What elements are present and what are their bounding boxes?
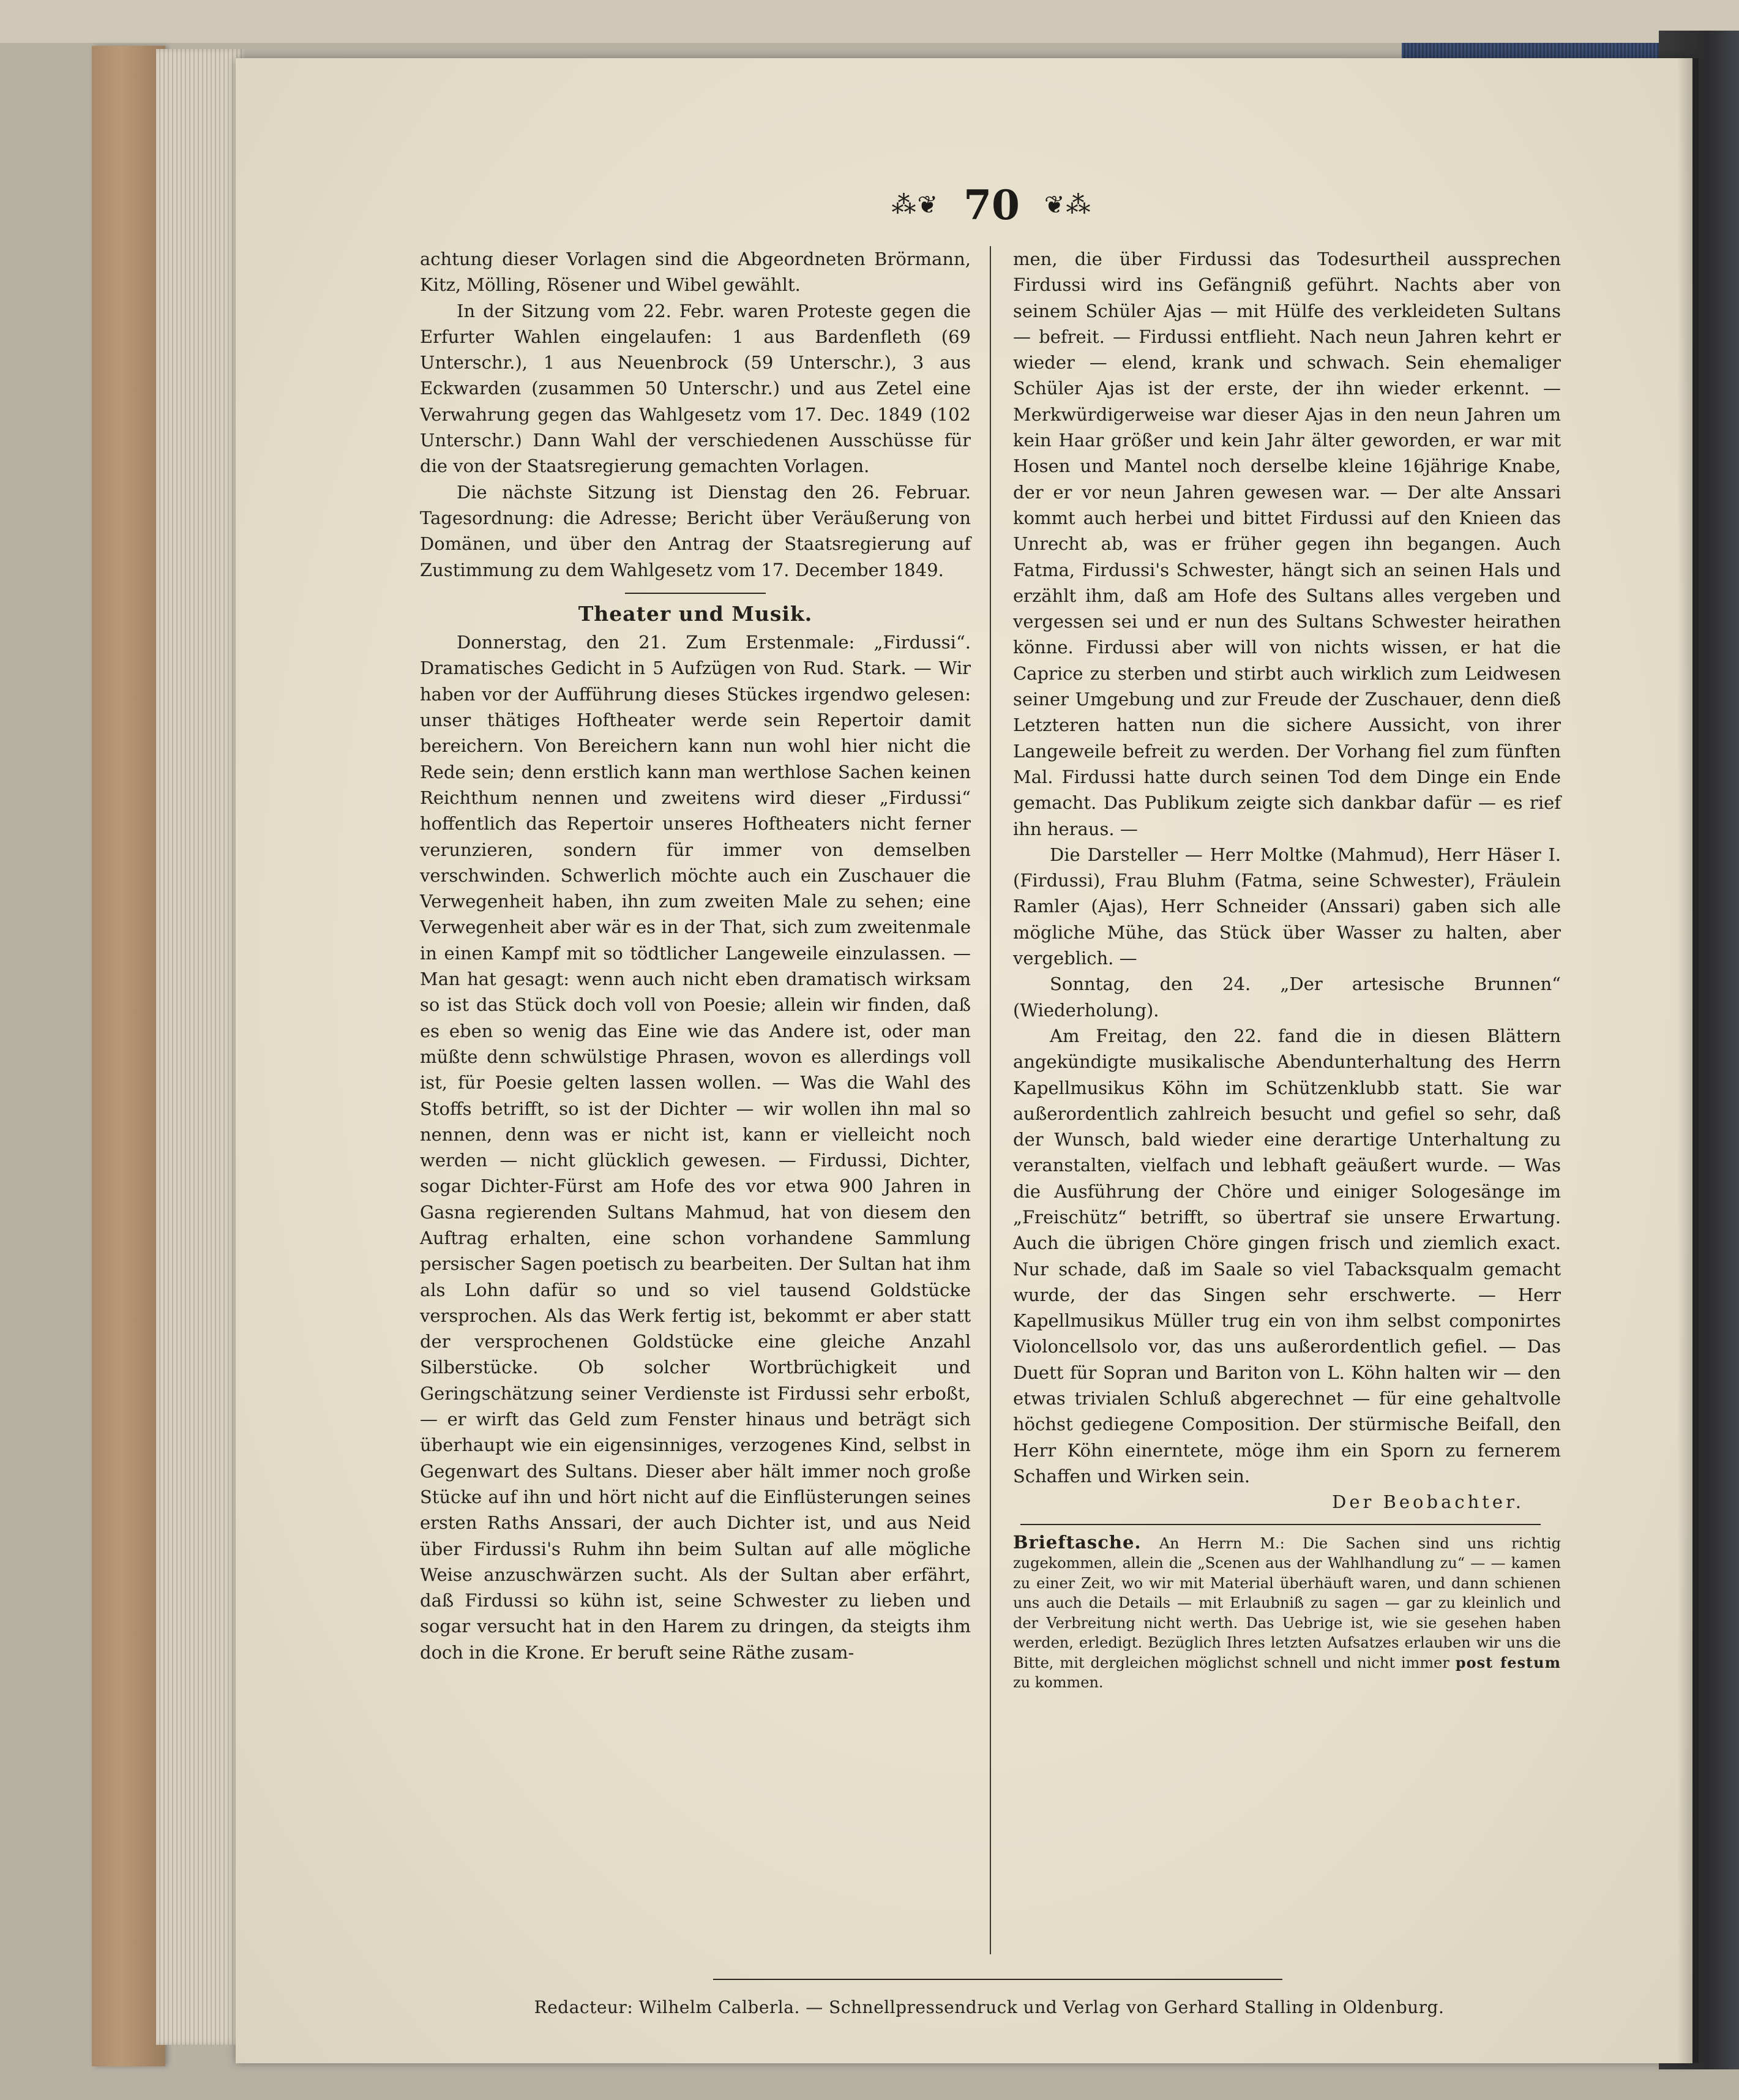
article-paragraph: Sonntag, den 24. „Der artesische Brunnen“ (Wiederholung). [1013, 973, 1561, 1021]
imprint-footer: Redacteur: Wilhelm Calberla. — Schnellpressendruck und Verlag von Gerhard Stalling in Oldenburg. [534, 1997, 1445, 2017]
article-paragraph: In der Sitzung vom 22. Febr. waren Proteste gegen die Erfurter Wahlen eingelaufen: 1 aus Bardenfleth (69 Unterschr.), 1 aus Neuenbrock (59 Unterschr.), 3 aus Eckwarden (zusammen 50 Unterschr.) und aus Zetel eine Verwahrung gegen das Wahlgesetz vom 17. Dec. 1849 (102 Unterschr.) Dann Wahl der verschiedenen Ausschüsse für die von der Staatsregierung gemachten Vorlagen. [420, 300, 971, 477]
article-signature: Der Beobachter. [1332, 1491, 1524, 1513]
article-paragraph: Die nächste Sitzung ist Dienstag den 26. Februar. Tagesordnung: die Adresse; Bericht über Veräußerung von Domänen, und über den Antrag der Staatsregierung auf Zustimmung zu dem Wahlgesetz vom 17. December 1849. [420, 481, 971, 580]
article-paragraph: Donnerstag, den 21. Zum Erstenmale: „Firdussi“. Dramatisches Gedicht in 5 Aufzügen von Rud. Stark. — Wir haben vor der Aufführung dieses Stückes irgendwo gelesen: unser thätiges Hoftheater werde sein Repertoir damit bereichern. Von Bereichern kann nun wohl hier nicht die Rede sein; denn erstlich kann man werthlose Sachen keinen Reichthum nennen und zweitens wird dieser „Firdussi“ hoffentlich das Repertoir unseres Hoftheaters nicht ferner verunzieren, sondern für immer von demselben verschwinden. Schwerlich möchte auch ein Zuschauer die Verwegenheit haben, ihn zum zweiten Male zu sehen; eine Verwegenheit aber wär es in der That, sich zum zweitenmale in einen Kampf mit so tödtlicher Langeweile einzulassen. — Man hat gesagt: wenn auch nicht eben dramatisch wirksam so ist das Stück doch voll von Poesie; allein wir finden, daß es eben so wenig das Eine wie das Andere ist, oder man müßte denn schwülstige Phrasen, wovon es allerdings voll ist, für Poesie gelten lassen wollen. — Was die Wahl des Stoffs betrifft, so ist der Dichter — wir wollen ihn mal so nennen, denn was er nicht ist, kann er vielleicht noch werden — nicht glücklich gewesen. — Firdussi, Dichter, sogar Dichter-Fürst am Hofe des vor etwa 900 Jahren in Gasna regierenden Sultans Mahmud, hat von diesem den Auftrag erhalten, eine schon vorhandene Sammlung persischer Sagen poetisch zu bearbeiten. Der Sultan hat ihm als Lohn dafür so und so viel tausend Goldstücke versprochen. Als das Werk fertig ist, bekommt er aber statt der versprochenen Goldstücke eine gleiche Anzahl Silberstücke. Ob solcher Wortbrüchigkeit und Geringschätzung seiner Verdienste ist Firdussi sehr erboßt, — er wirft das Geld zum Fenster hinaus und beträgt sich überhaupt wie ein eigensinniges, verzogenes Kind, selbst in Gegenwart des Sultans. Dieser aber hält immer noch große Stücke auf ihn und hört nicht auf die Einflüsterungen seines ersten Raths Anssari, der auch Dichter ist, und aus Neid über Firdussi's Ruhm ihn beim Sultan auf alle mögliche Weise anzuschwärzen sucht. Als der Sultan aber erfährt, daß Firdussi so kühn ist, seine Schwester zu lieben und sogar versucht hat in den Harem zu dringen, da steigts ihm doch in die Krone. Er beruft seine Räthe zusam- [420, 632, 971, 1663]
brieftasche-notice [1013, 1532, 1561, 1693]
page-number: 70 [963, 181, 1020, 229]
section-divider [625, 593, 766, 594]
scan-backdrop [0, 0, 1739, 43]
page-header [851, 178, 1132, 233]
footer-divider [713, 1979, 1282, 1980]
brieftasche-body: An Herrn M.: Die Sachen sind uns richtig zugekommen, allein die „Scenen aus der Wahlhandlung zu“ — — kamen zu einer Zeit, wo wir mit Material überhäuft waren, und dann schienen uns auch die Details — mit Erlaubniß zu sagen — gar zu kleinlich und der Verbreitung nicht werth. Das Uebrige ist, wie sie gesehen haben werden, erledigt. Bezüglich Ihres letzten Aufsatzes erlauben wir uns die Bitte, mit dergleichen möglichst schnell und nicht immer [1013, 1534, 1561, 1671]
left-column [420, 246, 971, 1665]
page-gutter-shadow [1677, 58, 1699, 2063]
ornament-left-icon: ⁂❦ [891, 191, 940, 219]
section-heading: Theater und Musik. [578, 601, 813, 626]
book-cover-left [92, 46, 165, 2066]
section-divider [1020, 1524, 1541, 1525]
brieftasche-end: zu kommen. [1013, 1674, 1104, 1692]
article-paragraph: men, die über Firdussi das Todesurtheil aussprechen Firdussi wird ins Gefängniß geführt. Nachts aber von seinem Schüler Ajas — mit Hülfe des verkleideten Sultans — befreit. — Firdussi entflieht. Nach neun Jahren kehrt er wieder — elend, krank und schwach. Sein ehemaliger Schüler Ajas ist der erste, der ihn wieder erkennt. — Merkwürdigerweise war dieser Ajas in den neun Jahren um kein Haar größer und kein Jahr älter geworden, er war mit Hosen und Mantel noch derselbe kleine 16jährige Knabe, der er vor neun Jahren gewesen war. — Der alte Anssari kommt auch herbei und bittet Firdussi auf den Knieen das Unrecht ab, was er früher gegen ihn begangen. Auch Fatma, Firdussi's Schwester, hängt sich an seinen Hals und erzählt ihm, daß am Hofe des Sultans alles vergeben und vergessen sei und er nun des Sultans Schwester heirathen könne. Firdussi aber will von nichts wissen, er hat die Caprice zu sterben und stirbt auch wirklich zum Leidwesen seiner Umgebung und zur Freude der Zuschauer, denn dieß Letzteren hatten nun die sichere Aussicht, von ihrer Langeweile befreit zu werden. Der Vorhang fiel zum fünften Mal. Firdussi hatte durch seinen Tod dem Dinge ein Ende gemacht. Das Publikum zeigte sich dankbar dafür — es rief ihn heraus. — [1013, 249, 1561, 839]
column-divider [990, 246, 991, 1954]
brieftasche-title: Brieftasche. [1013, 1531, 1142, 1553]
brieftasche-emphasis: post festum [1455, 1653, 1561, 1671]
right-column [1013, 246, 1561, 1693]
page-edges [156, 49, 245, 2045]
article-paragraph: Am Freitag, den 22. fand die in diesen Blättern angekündigte musikalische Abendunterhaltung des Herrn Kapellmusikus Köhn im Schützenklubb statt. Sie war außerordentlich zahlreich besucht und gefiel so sehr, daß der Wunsch, bald wieder eine derartige Unterhaltung zu veranstalten, vielfach und lebhaft geäußert wurde. — Was die Ausführung der Chöre und einiger Sologesänge im „Freischütz“ betrifft, so übertraf sie unsere Erwartung. Auch die übrigen Chöre gingen frisch und ziemlich exact. Nur schade, daß im Saale so viel Tabacksqualm gemacht wurde, der das Singen sehr erschwerte. — Herr Kapellmusikus Müller trug ein von ihm selbst componirtes Violoncellsolo vor, das uns außerordentlich gefiel. — Das Duett für Sopran und Bariton von L. Köhn halten wir — den etwas trivialen Schluß abgerechnet — für eine gehaltvolle höchst gediegene Composition. Der stürmische Beifall, den Herr Köhn einerntete, möge ihm ein Sporn zu fernerem Schaffen und Wirken sein. [1013, 1025, 1561, 1487]
ornament-right-icon: ❦⁂ [1044, 191, 1092, 219]
article-paragraph: Die Darsteller — Herr Moltke (Mahmud), Herr Häser I. (Firdussi), Frau Bluhm (Fatma, seine Schwester), Fräulein Ramler (Ajas), Herr Schneider (Anssari) gaben sich alle mögliche Mühe, das Stück über Wasser zu halten, aber vergeblich. — [1013, 844, 1561, 969]
article-paragraph: achtung dieser Vorlagen sind die Abgeordneten Brörmann, Kitz, Mölling, Rösener und Wibel gewählt. [420, 249, 971, 296]
